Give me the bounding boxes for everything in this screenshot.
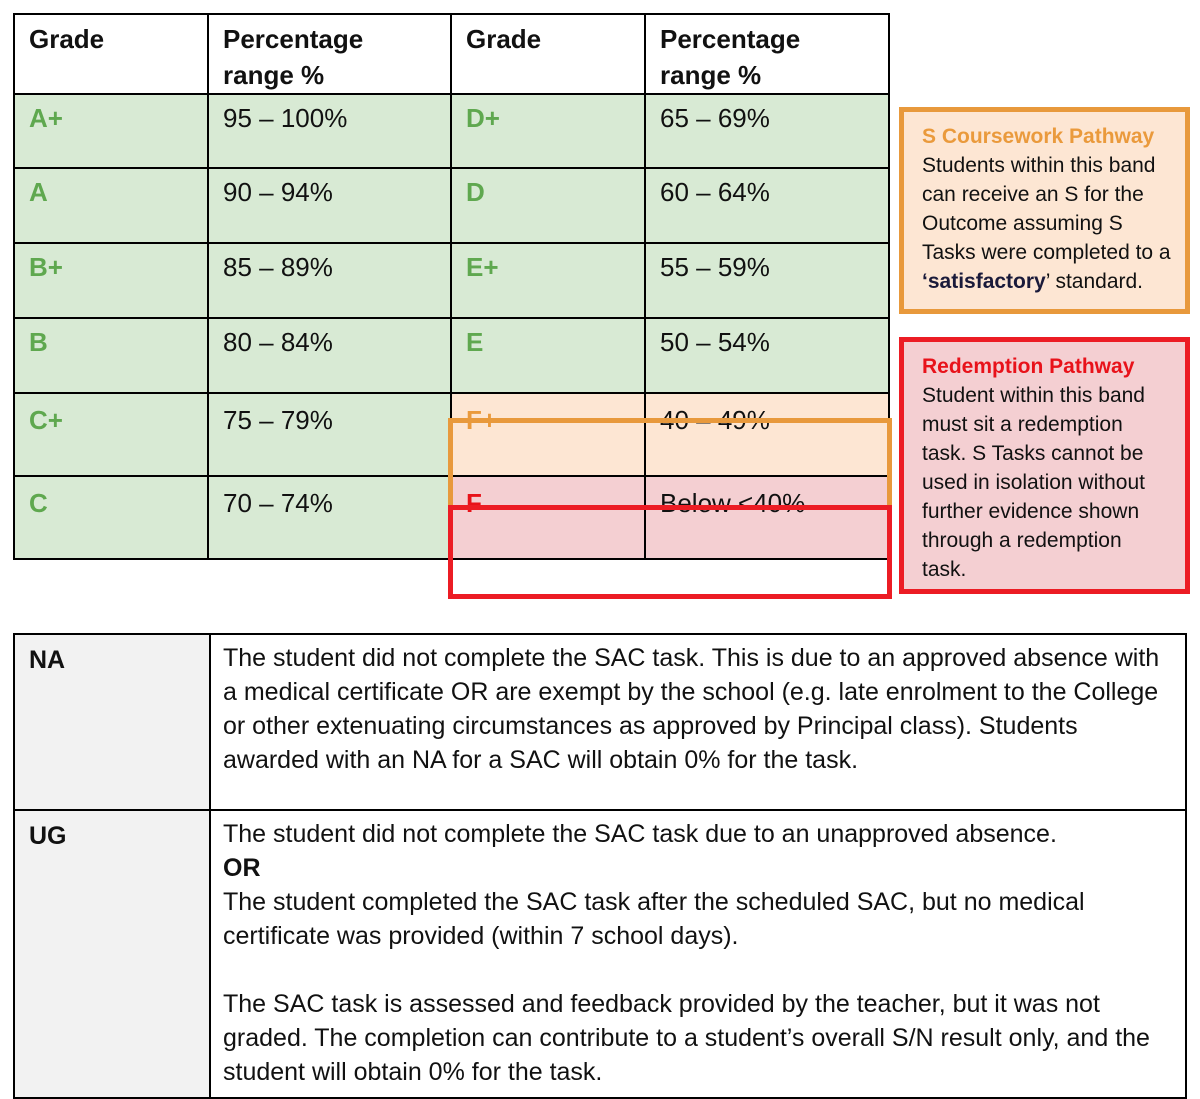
redemption-title: Redemption Pathway: [922, 355, 1135, 378]
na-code: NA: [14, 634, 210, 810]
range-cell: 65 – 69%: [645, 94, 889, 168]
header-range-1: Percentage range %: [208, 14, 451, 94]
na-description: The student did not complete the SAC task. This is due to an approved absence with a medical certificate OR are exempt by the school (e.g. late enrolment to the College or other extenuating circumstances as approved by Principal class). Students awarded with an NA for a SAC will obtain 0% for the task.: [210, 634, 1186, 810]
ug-or: OR: [223, 854, 261, 882]
header-grade-1: Grade: [14, 14, 208, 94]
table-row: [14, 393, 889, 476]
grade-cell-redemption: F: [451, 476, 645, 559]
redemption-text: Student within this band must sit a redemption task. S Tasks cannot be used in isolation without further evidence shown through a redemption task.: [922, 384, 1145, 581]
grade-cell: A: [14, 168, 208, 243]
ug-spacer: [223, 953, 1173, 987]
s-pathway-bold-word: satisfactory: [927, 270, 1046, 293]
definition-row-ug: [14, 810, 1186, 1098]
range-cell: 50 – 54%: [645, 318, 889, 393]
grade-cell: B+: [14, 243, 208, 318]
grade-cell: E+: [451, 243, 645, 318]
grade-cell: D+: [451, 94, 645, 168]
range-cell: 75 – 79%: [208, 393, 451, 476]
ug-line-2: The student completed the SAC task after the scheduled SAC, but no medical certificate was provided (within 7 school days).: [223, 888, 1085, 950]
table-row: [14, 94, 889, 168]
definitions-table: [13, 633, 1187, 1099]
grade-table-header: [14, 14, 889, 94]
header-range-2: Percentage range %: [645, 14, 889, 94]
range-cell: 85 – 89%: [208, 243, 451, 318]
range-cell: 60 – 64%: [645, 168, 889, 243]
range-cell: 55 – 59%: [645, 243, 889, 318]
grade-cell: D: [451, 168, 645, 243]
table-row: [14, 168, 889, 243]
ug-line-3: The SAC task is assessed and feedback provided by the teacher, but it was not graded. The completion can contribute to a student’s overall S/N result only, and the student will obtain 0% for the task.: [223, 990, 1150, 1086]
s-pathway-title: S Coursework Pathway: [922, 125, 1155, 148]
ug-line-1: The student did not complete the SAC task due to an unapproved absence.: [223, 820, 1057, 848]
range-cell: 70 – 74%: [208, 476, 451, 559]
range-cell: 80 – 84%: [208, 318, 451, 393]
redemption-pathway-note: [899, 337, 1190, 594]
grade-cell: C+: [14, 393, 208, 476]
s-pathway-text: Students within this band can receive an S for the Outcome assuming S Tasks were completed to a: [922, 154, 1171, 264]
header-grade-2: Grade: [451, 14, 645, 94]
range-cell: 95 – 100%: [208, 94, 451, 168]
ug-description: [210, 810, 1186, 1098]
range-cell-coursework: 40 – 49%: [645, 393, 889, 476]
grade-cell: B: [14, 318, 208, 393]
s-pathway-text-end: ’ standard.: [1045, 270, 1144, 293]
range-cell-redemption: Below <40%: [645, 476, 889, 559]
table-row: [14, 476, 889, 559]
table-row: [14, 318, 889, 393]
grade-table: [13, 13, 890, 560]
definition-row-na: [14, 634, 1186, 810]
ug-code: UG: [14, 810, 210, 1098]
grade-cell: E: [451, 318, 645, 393]
grade-cell-coursework: F+: [451, 393, 645, 476]
grade-cell: C: [14, 476, 208, 559]
range-cell: 90 – 94%: [208, 168, 451, 243]
table-row: [14, 243, 889, 318]
grade-cell: A+: [14, 94, 208, 168]
s-coursework-pathway-note: [899, 107, 1190, 314]
s-pathway-quote-open: ‘: [922, 270, 928, 293]
